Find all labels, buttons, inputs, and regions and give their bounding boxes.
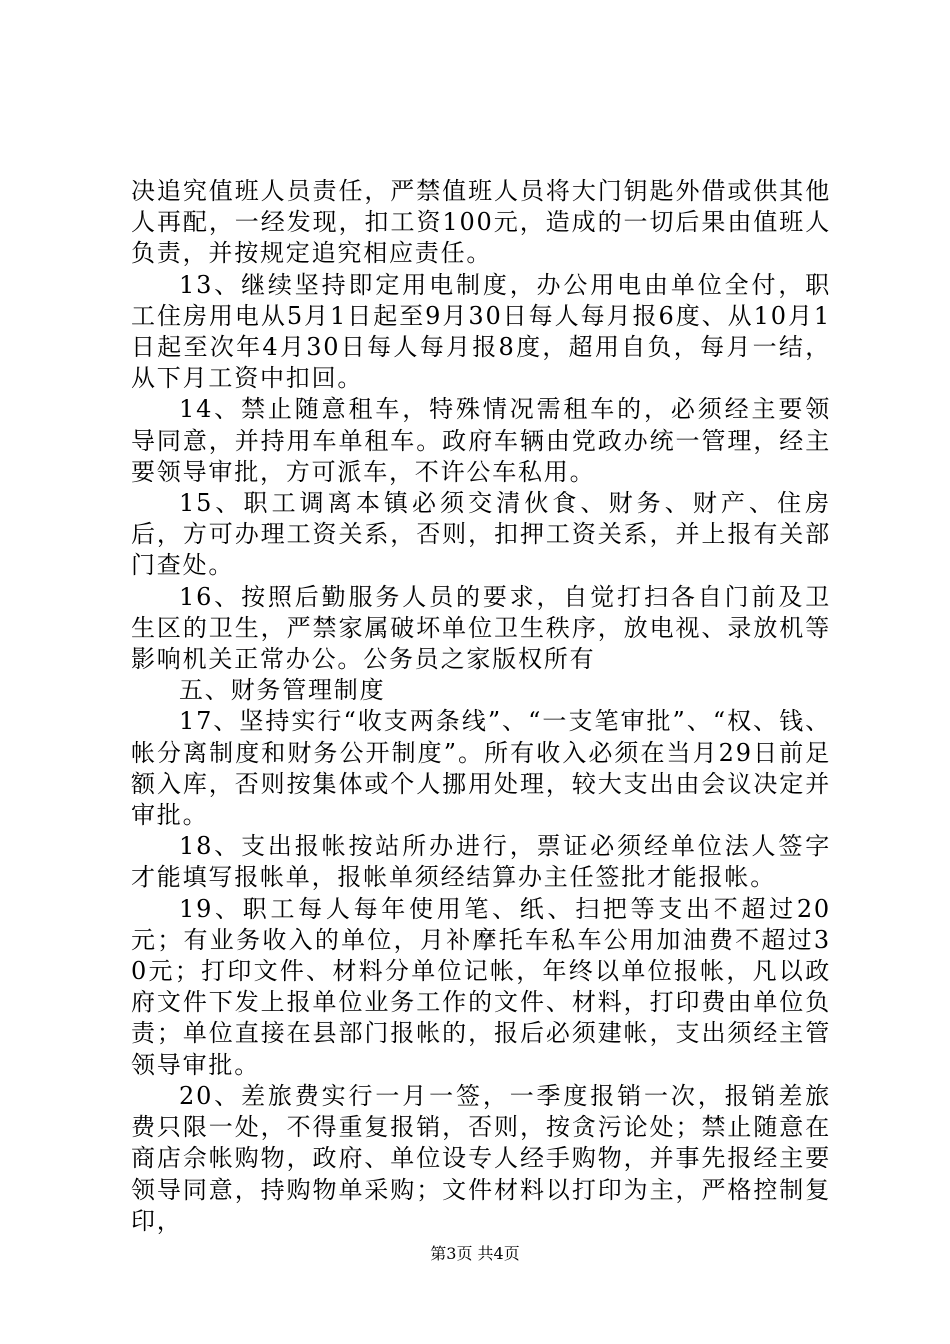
paragraph-item-13: 13、继续坚持即定用电制度，办公用电由单位全付，职工住房用电从5月1日起至9月30日每人每月报6度、从10月1日起至次年4月30日每人每月报8度，超用自负，每月一结，从下月工资中扣回。 <box>131 270 831 393</box>
paragraph-item-19: 19、职工每人每年使用笔、纸、扫把等支出不超过20元；有业务收入的单位，月补摩托车私车公用加油费不超过30元；打印文件、材料分单位记帐，年终以单位报帐，凡以政府文件下发上报单位业务工作的文件、材料，打印费由单位负责；单位直接在县部门报帐的，报后必须建帐，支出须经主管领导审批。 <box>131 894 831 1079</box>
paragraph-item-16: 16、按照后勤服务人员的要求，自觉打扫各自门前及卫生区的卫生，严禁家属破坏单位卫生秩序，放电视、录放机等影响机关正常办公。公务员之家版权所有 <box>131 582 831 674</box>
paragraph-item-15: 15、职工调离本镇必须交清伙食、财务、财产、住房后，方可办理工资关系，否则，扣押工资关系，并上报有关部门查处。 <box>131 489 831 580</box>
paragraph-item-14: 14、禁止随意租车，特殊情况需租车的，必须经主要领导同意，并持用车单租车。政府车辆由党政办统一管理，经主要领导审批，方可派车，不许公车私用。 <box>131 395 831 486</box>
section-heading-finance: 五、财务管理制度 <box>179 676 386 705</box>
paragraph-item-18: 18、支出报帐按站所办进行，票证必须经单位法人签字才能填写报帐单，报帐单须经结算办主任签批才能报帐。 <box>131 832 831 892</box>
paragraph-item-17: 17、坚持实行“收支两条线”、“一支笔审批”、“权、钱、帐分离制度和财务公开制度”。所有收入必须在当月29日前足额入库，否则按集体或个人挪用处理，较大支出由会议决定并审批。 <box>131 707 831 830</box>
document-body <box>131 176 831 1237</box>
paragraph-item-20: 20、差旅费实行一月一签，一季度报销一次，报销差旅费只限一处，不得重复报销，否则，按贪污论处；禁止随意在商店佘帐购物，政府、单位设专人经手购物，并事先报经主要领导同意，持购物单采购；文件材料以打印为主，严格控制复印， <box>131 1081 831 1235</box>
paragraph-continuation: 决追究值班人员责任，严禁值班人员将大门钥匙外借或供其他人再配，一经发现，扣工资100元，造成的一切后果由值班人负责，并按规定追究相应责任。 <box>131 177 831 268</box>
page-number-footer: 第3页 共4页 <box>430 1244 520 1263</box>
